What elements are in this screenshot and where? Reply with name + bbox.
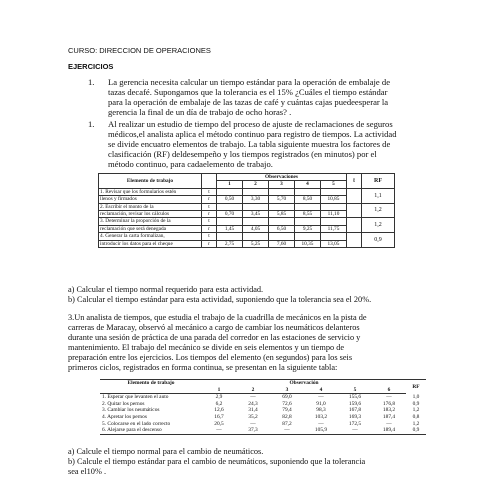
- table-row: [100, 394, 426, 401]
- element-name: 6. Alejarse para el descenso: [100, 427, 202, 434]
- exercise-2-line: médicos,el analista aplica el método continuo para registro de tiempos. La actividad: [108, 129, 397, 139]
- time-value: 1,45: [217, 225, 243, 232]
- exercise-3-line: durante una sesión de práctica de una parada del corredor en las estaciones de servicio y: [68, 333, 361, 342]
- time-value: 35,2: [248, 413, 258, 420]
- exercise-1-line: para la operación de embalaje de las tazas de café y cuántas cajas puedeesperar la: [108, 97, 389, 107]
- obs-number: 3: [269, 181, 295, 188]
- obs-number: 2: [243, 181, 269, 188]
- time-value: 87,2: [282, 420, 292, 427]
- time-value: 167,8: [348, 407, 362, 414]
- exercise-3: [68, 313, 428, 373]
- exercise-3-line: mantenimiento. El trabajo del mecánico se divide en seis elementos y un tiempo de: [68, 343, 345, 352]
- exercise-2-question-b: b) Calcular el tiempo estándar para esta actividad, suponiendo que la tolerancia sea el 20%.: [68, 295, 372, 304]
- exercise-2-line: método continuo, para cadaelemento de trabajo.: [108, 159, 273, 169]
- time-value: —: [270, 427, 304, 434]
- rf-value: 1,1: [362, 188, 395, 203]
- table-row: [99, 188, 395, 195]
- element-name: 2. Quitar los pernos: [102, 400, 145, 407]
- empty-cell: [269, 233, 295, 240]
- time-value: 31,4: [248, 407, 258, 414]
- time-value: —: [386, 394, 392, 401]
- empty-cell: [321, 188, 347, 195]
- empty-cell: [347, 203, 362, 218]
- time-value: 5,85: [269, 211, 295, 218]
- row-label-t: t: [202, 233, 217, 240]
- time-value: 8,55: [295, 211, 321, 218]
- empty-cell: [243, 188, 269, 195]
- time-value: 2,9: [215, 394, 223, 401]
- course-title: CURSO: DIRECCION DE OPERACIONES: [68, 46, 211, 55]
- table-row: [99, 218, 395, 225]
- time-value: —: [250, 394, 256, 401]
- row-label-t: t: [202, 218, 217, 225]
- table-header-blank: [202, 174, 217, 189]
- time-value: 0,50: [217, 196, 243, 203]
- obs-number: 4: [304, 387, 338, 394]
- time-value: 103,2: [314, 413, 328, 420]
- empty-cell: [243, 218, 269, 225]
- obs-number: 1: [202, 387, 236, 394]
- rf-value: 1,2: [362, 218, 395, 233]
- row-label-r: r: [202, 211, 217, 218]
- time-value: —: [202, 427, 236, 434]
- exercise-1-line: tazas decafé. Supongamos que la tolerancia es el 15% ¿Cuáles el tiempo estándar: [108, 87, 388, 97]
- empty-cell: [217, 188, 243, 195]
- exercise-3-question-b: b) Calcule el tiempo estándar para el cambio de neumáticos, suponiendo que la tolerancia: [68, 457, 366, 466]
- time-value: 7,60: [269, 240, 295, 247]
- element-name-cont: introducir los datos para el cheque: [99, 240, 202, 247]
- empty-cell: [295, 203, 321, 210]
- empty-cell: [321, 203, 347, 210]
- element-name-cont: reclamación, revisar los cálculos: [99, 211, 202, 218]
- time-value: 183,2: [382, 407, 396, 414]
- section-heading: EJERCICIOS: [68, 62, 114, 71]
- time-value: 155,6: [348, 394, 362, 401]
- empty-cell: [347, 218, 362, 233]
- time-value: 12,6: [214, 407, 224, 414]
- row-label-r: r: [202, 196, 217, 203]
- time-value: 2,75: [217, 240, 243, 247]
- element-name: 1. Revisar que los formularios estén: [99, 188, 202, 195]
- table-row: [100, 407, 426, 414]
- row-label-r: r: [202, 240, 217, 247]
- time-value: 5,70: [269, 196, 295, 203]
- time-value: 24,3: [248, 400, 258, 407]
- rf-value: 1,0: [412, 393, 420, 400]
- table-header-blank: [100, 387, 202, 394]
- table-row: [100, 427, 426, 434]
- table-header-observations: Observaciones: [217, 174, 347, 181]
- rf-value: 0,9: [406, 427, 426, 434]
- exercise-2-line: clasificación (RF) deldesempeño y los tiempos registrados (en minutos) por el: [108, 149, 377, 159]
- time-value: 10,35: [295, 240, 321, 247]
- element-name: 2. Escribir el monto de la: [99, 203, 202, 210]
- time-value: 79,4: [282, 407, 292, 414]
- time-value: 9,25: [295, 225, 321, 232]
- time-value: 8,50: [295, 196, 321, 203]
- row-label-t: t: [202, 188, 217, 195]
- time-value: 187,4: [382, 413, 396, 420]
- time-value: 169,3: [348, 413, 362, 420]
- exercise-3-line: primeros ciclos, registrados en forma continua, se presentan en la siguiente tabla:: [68, 363, 338, 372]
- time-value: 98,3: [316, 407, 326, 414]
- empty-cell: [217, 233, 243, 240]
- obs-number: 5: [338, 387, 372, 394]
- table-row: [99, 233, 395, 240]
- time-value: 20,5: [214, 420, 224, 427]
- exercise-3-line: preparación entre los ejercicios. Los tiempos del elemento (en segundos) para los seis: [68, 353, 353, 362]
- row-label-t: t: [202, 203, 217, 210]
- time-value: 11,10: [321, 211, 347, 218]
- time-value: —: [386, 420, 392, 427]
- exercise-3-line: carreras de Maracay, observó al mecánico a cargo de cambiar los neumáticos delanteros: [68, 323, 360, 332]
- exercise-1-line: gerencia la final de un día de trabajo de ocho horas? .: [108, 107, 292, 117]
- time-value: 189,4: [372, 427, 406, 434]
- time-value: —: [318, 394, 324, 401]
- empty-cell: [269, 203, 295, 210]
- element-name-cont: llenos y firmados: [99, 196, 202, 203]
- empty-cell: [217, 203, 243, 210]
- time-value: 91,0: [316, 400, 326, 407]
- time-value: 11,75: [321, 225, 347, 232]
- element-name: 3. Cambiar los neumáticos: [102, 407, 160, 414]
- time-value: 159,6: [348, 400, 362, 407]
- table-row: [100, 414, 426, 421]
- empty-cell: [217, 218, 243, 225]
- time-value: 13,05: [321, 240, 347, 247]
- rf-value: 0,9: [362, 233, 395, 248]
- exercise-2-question-a: a) Calcular el tiempo normal requerido para esta actividad.: [68, 285, 264, 294]
- empty-cell: [295, 233, 321, 240]
- empty-cell: [321, 233, 347, 240]
- element-name: 4. Apretar los pernos: [102, 413, 147, 420]
- exercise-3-question-b-cont: sea el10% .: [68, 467, 107, 476]
- table-header-observation: Observación: [202, 380, 406, 387]
- empty-cell: [269, 218, 295, 225]
- table-row: [100, 421, 426, 428]
- obs-number: 4: [295, 181, 321, 188]
- time-value: 69,0: [282, 394, 292, 401]
- obs-number: 1: [217, 181, 243, 188]
- exercise-1-number: 1.: [88, 77, 95, 87]
- time-value: 16,7: [214, 413, 224, 420]
- empty-cell: [269, 188, 295, 195]
- empty-cell: [295, 218, 321, 225]
- obs-number: 5: [321, 181, 347, 188]
- table-header-rf: RF: [362, 174, 395, 189]
- time-value: 3,45: [243, 211, 269, 218]
- empty-cell: [347, 188, 362, 203]
- tire-change-timing-table: [100, 379, 426, 435]
- claims-timing-table: [98, 173, 395, 248]
- rf-value: 1,2: [362, 203, 395, 218]
- table-header-element: Elemento de trabajo: [100, 380, 202, 387]
- time-value: 0,70: [217, 211, 243, 218]
- empty-cell: [295, 188, 321, 195]
- element-name-cont: reclamación que será denegada: [99, 225, 202, 232]
- time-value: 37,3: [236, 427, 270, 434]
- exercise-1: [88, 77, 453, 117]
- rf-value: 1,2: [412, 420, 420, 427]
- exercise-2: [88, 119, 458, 169]
- obs-number: 6: [372, 387, 406, 394]
- obs-number: 2: [236, 387, 270, 394]
- element-name: 1. Esperar que levanten el auto: [102, 394, 169, 401]
- table-row: [100, 401, 426, 408]
- time-value: 105,9: [304, 427, 338, 434]
- empty-cell: [243, 233, 269, 240]
- time-value: 6,2: [215, 400, 223, 407]
- element-name: 4. Generar la carta formalizan,: [99, 233, 202, 240]
- element-name: 3. Determinar la proporción de la: [99, 218, 202, 225]
- time-value: 172,5: [348, 420, 362, 427]
- rf-value: 0,8: [412, 413, 420, 420]
- time-value: 4,05: [243, 225, 269, 232]
- time-value: —: [318, 420, 324, 427]
- time-value: 3,30: [243, 196, 269, 203]
- time-value: 10,85: [321, 196, 347, 203]
- time-value: 176,8: [382, 400, 396, 407]
- exercise-3-question-a: a) Calcule el tiempo normal para el cambio de neumáticos.: [68, 447, 264, 456]
- empty-cell: [347, 233, 362, 248]
- rf-value: 1,2: [412, 407, 420, 414]
- exercise-2-number: 1.: [88, 119, 95, 129]
- empty-cell: [321, 218, 347, 225]
- time-value: 82,8: [282, 413, 292, 420]
- time-value: 5,25: [243, 240, 269, 247]
- rf-value: 0,9: [412, 400, 420, 407]
- table-header-rf: RF: [406, 380, 426, 394]
- time-value: 6,50: [269, 225, 295, 232]
- table-header-element: Elemento de trabajo: [99, 174, 202, 189]
- table-header-mean: t̄: [347, 174, 362, 189]
- table-row: [99, 203, 395, 210]
- time-value: 72,6: [282, 400, 292, 407]
- exercise-2-line: se divide encuatro elementos de trabajo. La tabla siguiente muestra los factores de: [108, 139, 391, 149]
- empty-cell: [243, 203, 269, 210]
- row-label-r: r: [202, 225, 217, 232]
- time-value: —: [250, 420, 256, 427]
- time-value: —: [338, 427, 372, 434]
- obs-number: 3: [270, 387, 304, 394]
- exercise-1-line: La gerencia necesita calcular un tiempo estándar para la operación de embalaje de: [108, 77, 391, 87]
- exercise-3-line: 3.Un analista de tiempos, que estudia el trabajo de la cuadrilla de mecánicos en la pista de: [68, 313, 367, 322]
- element-name: 5. Colocarse en el lado correcto: [102, 420, 171, 427]
- exercise-2-line: Al realizar un estudio de tiempo del proceso de ajuste de reclamaciones de seguros: [108, 119, 393, 129]
